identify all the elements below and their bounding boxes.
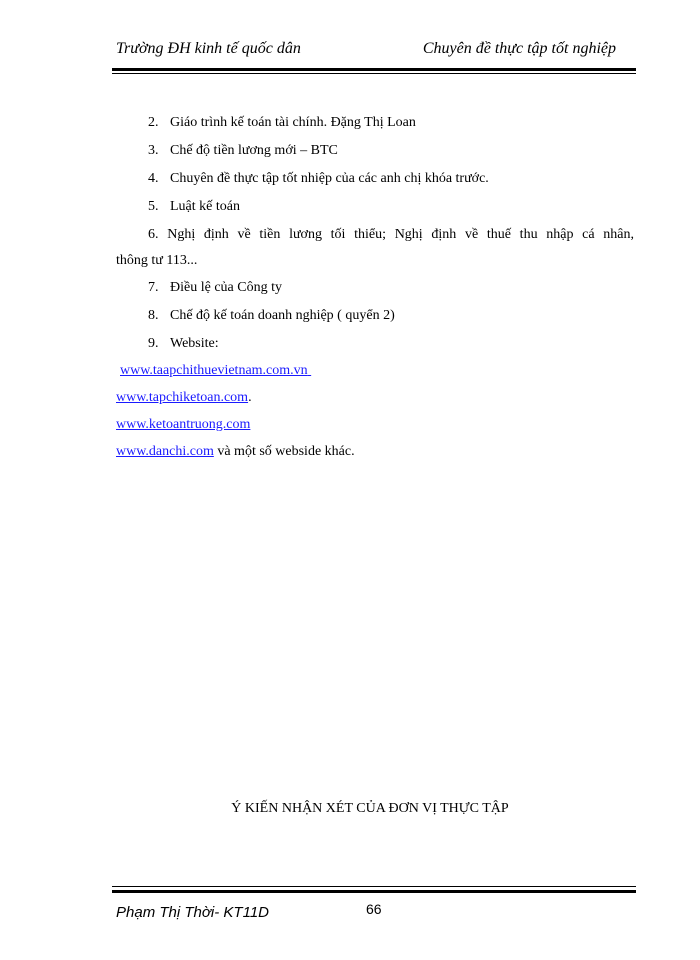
reference-text: Giáo trình kế toán tài chính. Đặng Thị Loan [170,115,416,130]
website-link[interactable]: www.ketoantruong.com [116,417,251,432]
reference-text: Chuyên đề thực tập tốt nhiệp của các anh chị khóa trước. [170,171,489,186]
reference-text: Nghị định về tiền lương tối thiểu; Nghị định về thuế thu nhập cá nhân, [167,227,635,242]
header-university: Trường ĐH kinh tế quốc dân [116,40,301,57]
section-title: Ý KIẾN NHẬN XÉT CỦA ĐƠN VỊ THỰC TẬP [231,801,509,816]
website-line-4 [116,444,355,460]
reference-text: Điều lệ của Công ty [170,280,282,295]
reference-text: Chế độ tiền lương mới – BTC [170,143,338,158]
page-number: 66 [366,901,382,917]
website-line-2 [116,390,252,406]
website-link[interactable]: www.danchi.com [116,444,214,459]
reference-text: Chế độ kế toán doanh nghiệp ( quyển 2) [170,308,395,323]
reference-item-5 [148,199,240,215]
website-suffix: và một số webside khác. [213,444,355,459]
reference-item-6 [148,227,634,243]
header-report-title: Chuyên đề thực tập tốt nghiệp [422,40,616,57]
footer-rule-thin [112,886,636,887]
reference-item-6-continuation: thông tư 113... [116,253,198,268]
reference-item-2 [148,115,416,131]
website-suffix: . [248,390,252,405]
reference-number: 3. [148,143,159,158]
reference-number: 6. [148,227,159,242]
website-link[interactable]: www.tapchiketoan.com [116,390,249,405]
website-line-1 [120,363,311,379]
reference-number: 9. [148,336,159,351]
website-link[interactable]: www.taapchithuevietnam.com.vn [120,363,308,378]
footer-author: Phạm Thị Thời- KT11D [116,904,269,921]
reference-item-8 [148,308,395,324]
header-rule-thick [112,68,636,71]
reference-number: 7. [148,280,159,295]
reference-text: Luật kế toán [170,199,240,214]
footer-rule-thick [112,890,636,893]
reference-number: 4. [148,171,159,186]
website-line-3 [116,417,250,433]
reference-item-7 [148,280,282,296]
reference-item-3 [148,143,338,159]
header-rule-thin [112,73,636,74]
reference-number: 2. [148,115,159,130]
reference-number: 8. [148,308,159,323]
reference-number: 5. [148,199,159,214]
reference-text: Website: [170,336,219,351]
reference-item-9 [148,336,219,352]
reference-item-4 [148,171,489,187]
